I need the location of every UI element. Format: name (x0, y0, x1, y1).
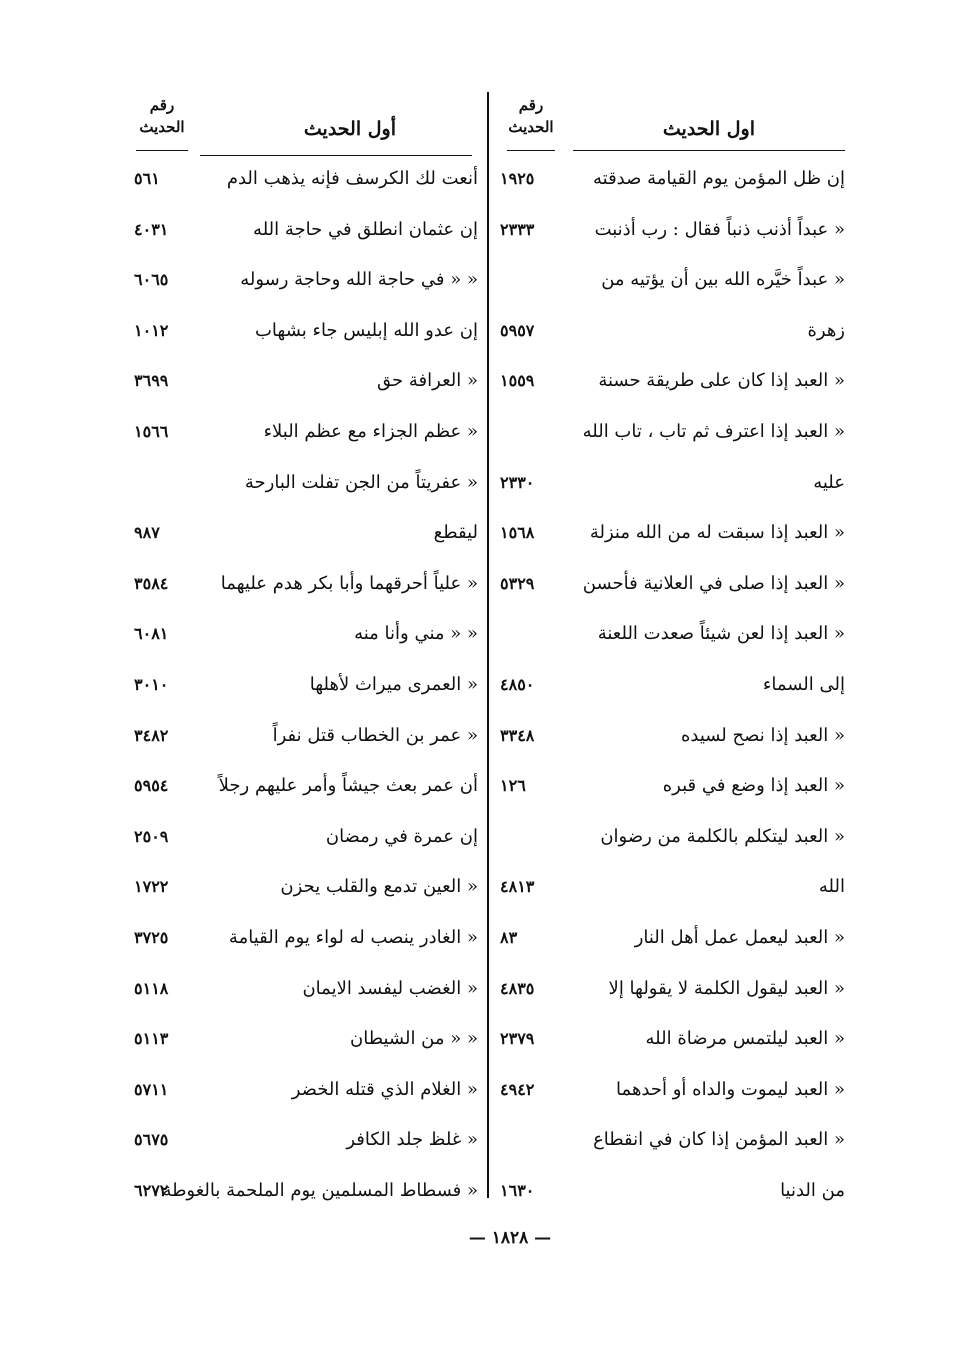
left-entry-number: ٣٧٢٥ (134, 928, 169, 947)
right-column-num-header (503, 94, 559, 138)
right-entry-row (500, 717, 845, 767)
left-entry-text: أن عمر بعث جيشاً وأمر عليهم رجلاً (218, 775, 478, 797)
right-entry-number: ٢٣٣٠ (500, 472, 535, 492)
right-entry-row (500, 1121, 845, 1171)
column-divider (487, 92, 489, 1198)
left-title-underline (200, 155, 472, 156)
right-entry-number: ٤٨٣٥ (500, 978, 535, 998)
left-entry-number: ٥٩٥٤ (134, 776, 169, 796)
left-entry-row (134, 868, 484, 918)
left-entry-text: « « في حاجة الله وحاجة رسوله (240, 269, 478, 291)
left-entry-text: أنعت لك الكرسف فإنه يذهب الدم (226, 168, 478, 189)
right-entry-number: ٢٣٧٩ (500, 1029, 535, 1049)
right-title-underline (573, 150, 845, 151)
left-column-title: أول الحديث (303, 118, 396, 140)
left-entry-number: ٥٧١١ (134, 1079, 169, 1099)
right-entry-text: « العبد ليتكلم بالكلمة من رضوان (600, 825, 845, 847)
right-entry-text: « العبد ليعمل عمل أهل النار (634, 927, 845, 948)
left-entry-row (134, 362, 484, 412)
right-entry-number: ٢٣٣٣ (500, 219, 535, 239)
right-entry-number: ١٢٦ (500, 776, 526, 796)
left-entry-row (134, 160, 484, 210)
left-entry-number: ٣٥٨٤ (134, 573, 169, 593)
right-entry-row (500, 514, 845, 564)
left-entry-number: ٣٤٨٢ (134, 725, 169, 745)
right-entry-text: « العبد إذا سبقت له من الله منزلة (589, 522, 845, 544)
left-entry-text: « الغادر ينصب له لواء يوم القيامة (228, 927, 478, 948)
left-entry-number: ١٥٦٦ (134, 422, 169, 441)
right-entry-row (500, 1020, 845, 1070)
left-num-header-line2: الحديث (139, 118, 185, 136)
right-entry-number: ١٥٦٨ (500, 523, 535, 543)
right-entry-row (500, 868, 845, 918)
left-entry-number: ١٠١٢ (134, 320, 169, 340)
right-entry-text: « العبد المؤمن إذا كان في انقطاع (593, 1129, 845, 1151)
left-entry-number: ٣٦٩٩ (134, 371, 169, 391)
left-entry-row (134, 565, 484, 615)
right-entry-text: « العبد ليقول الكلمة لا يقولها إلا (608, 977, 845, 999)
right-entry-row (500, 1071, 845, 1121)
right-entry-text: من الدنيا (780, 1180, 845, 1201)
left-entry-row (134, 818, 484, 868)
right-entry-text: « العبد إذا اعترف ثم تاب ، تاب الله (582, 421, 845, 442)
right-entry-text: « العبد ليموت والداه أو أحدهما (616, 1078, 845, 1100)
left-entry-text: « « من الشيطان (350, 1028, 478, 1050)
right-entry-text: « عبداً أذنب ذنباً فقال : رب أذنبت (594, 218, 845, 240)
left-entry-row (134, 211, 484, 261)
left-entry-number: ١٧٢٢ (134, 877, 169, 897)
left-entry-text: « عمر بن الخطاب قتل نفراً (272, 724, 478, 746)
left-entry-row (134, 1172, 484, 1222)
left-entry-row (134, 413, 484, 463)
right-num-header-line2: الحديث (508, 118, 554, 136)
left-entry-number: ٥١١٣ (134, 1029, 169, 1049)
left-entry-text: « عفريتاً من الجن تفلت البارحة (244, 471, 478, 493)
right-entry-text: « العبد إذا نصح لسيده (680, 724, 845, 746)
left-entry-text: « عظم الجزاء مع عظم البلاء (263, 421, 478, 442)
left-entry-number: ٣٠١٠ (134, 675, 169, 694)
left-entry-number: ٥١١٨ (134, 978, 169, 998)
left-entry-row (134, 464, 484, 514)
right-entry-text: عليه (813, 471, 845, 493)
left-entry-text: « « مني وأنا منه (354, 623, 478, 645)
right-entry-row (500, 312, 845, 362)
left-entry-row (134, 615, 484, 665)
right-entry-text: « العبد إذا كان على طريقة حسنة (598, 370, 845, 392)
right-entry-row (500, 413, 845, 463)
left-entry-number: ٢٥٠٩ (134, 826, 169, 846)
right-entry-row (500, 919, 845, 969)
left-entry-row (134, 1121, 484, 1171)
right-entry-number: ٨٣ (500, 928, 518, 947)
right-entry-row (500, 211, 845, 261)
right-entry-text: « عبداً خيَّره الله بين أن يؤتيه من (601, 269, 845, 291)
right-entry-text: إن ظل المؤمن يوم القيامة صدقته (593, 168, 845, 189)
right-entry-text: الله (818, 876, 845, 898)
right-entry-text: « العبد إذا لعن شيئاً صعدت اللعنة (597, 623, 845, 645)
left-entry-number: ٥٦٧٥ (134, 1130, 169, 1150)
right-entry-row (500, 818, 845, 868)
left-entry-text: إن عدو الله إبليس جاء بشهاب (254, 319, 478, 341)
right-entry-text: « العبد إذا صلى في العلانية فأحسن (582, 572, 845, 594)
right-entry-number: ١٩٢٥ (500, 169, 535, 188)
right-entry-number: ٤٨٥٠ (500, 675, 535, 694)
right-entry-row (500, 565, 845, 615)
left-entry-row (134, 312, 484, 362)
left-entry-text: « العرافة حق (377, 370, 478, 392)
right-entry-number: ٣٣٤٨ (500, 725, 535, 745)
page-number: — ١٨٢٨ — (468, 1228, 552, 1248)
right-entry-row (500, 362, 845, 412)
right-num-underline (507, 150, 555, 151)
left-column-num-header (134, 94, 190, 138)
right-entry-number: ٥٩٥٧ (500, 320, 535, 340)
right-entry-row (500, 970, 845, 1020)
left-entry-text: « الغلام الذي قتله الخضر (291, 1078, 478, 1100)
left-entry-row (134, 919, 484, 969)
left-entry-text: « فسطاط المسلمين يوم الملحمة بالغوطة (162, 1180, 478, 1201)
right-entry-number: ٥٣٢٩ (500, 573, 535, 593)
right-entry-text: زهرة (807, 319, 845, 341)
right-entry-number: ٤٨١٣ (500, 877, 535, 897)
right-entry-text: « العبد ليلتمس مرضاة الله (645, 1028, 845, 1050)
left-entry-row (134, 1071, 484, 1121)
right-entry-number: ١٦٣٠ (500, 1181, 535, 1200)
right-entry-number: ٤٩٤٢ (500, 1079, 535, 1099)
left-entry-number: ٥٦١ (134, 169, 160, 188)
left-entry-row (134, 666, 484, 716)
left-entry-text: « العمرى ميراث لأهلها (309, 674, 478, 695)
right-num-header-line1: رقم (518, 96, 544, 114)
left-num-underline (136, 150, 188, 151)
left-entry-row (134, 1020, 484, 1070)
left-entry-row (134, 970, 484, 1020)
left-entry-text: « غلظ جلد الكافر (346, 1129, 478, 1151)
right-entry-row (500, 1172, 845, 1222)
right-entry-row (500, 767, 845, 817)
left-entry-number: ٤٠٣١ (134, 219, 169, 239)
left-entry-number: ٦٠٨١ (134, 624, 169, 644)
right-entry-row (500, 615, 845, 665)
right-entry-row (500, 261, 845, 311)
left-entry-text: « الغضب ليفسد الايمان (302, 977, 478, 999)
left-entry-row (134, 514, 484, 564)
right-entry-text: إلى السماء (762, 674, 845, 695)
left-entry-text: ليقطع (433, 522, 478, 544)
left-entry-row (134, 261, 484, 311)
right-entry-text: « العبد إذا وضع في قبره (662, 775, 845, 797)
right-column-title: اول الحديث (662, 118, 755, 140)
right-entry-row (500, 160, 845, 210)
right-entry-number: ١٥٥٩ (500, 371, 535, 391)
left-entry-row (134, 767, 484, 817)
left-entry-text: « علياً أحرقهما وأبا بكر هدم عليهما (220, 572, 478, 594)
left-num-header-line1: رقم (149, 96, 175, 114)
left-entry-number: ٦٠٦٥ (134, 270, 169, 290)
right-entry-row (500, 666, 845, 716)
left-entry-number: ٦٢٧٢ (134, 1181, 169, 1200)
left-entry-row (134, 717, 484, 767)
left-entry-text: « العين تدمع والقلب يحزن (280, 876, 478, 898)
right-entry-row (500, 464, 845, 514)
left-entry-number: ٩٨٧ (134, 523, 160, 543)
left-entry-text: إن عمرة في رمضان (325, 825, 478, 847)
left-entry-text: إن عثمان انطلق في حاجة الله (253, 218, 478, 240)
